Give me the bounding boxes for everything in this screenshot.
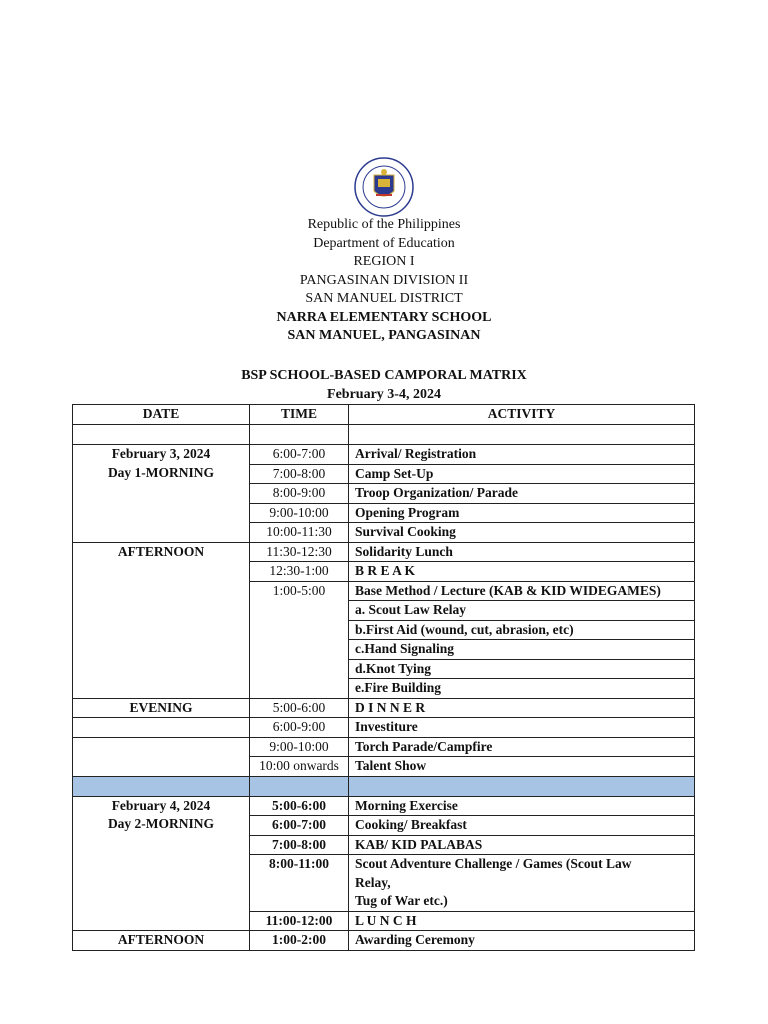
time-cell: 10:00-11:30 [250,523,349,543]
time-cell: 11:00-12:00 [250,911,349,931]
table-row [73,542,695,562]
time-cell: 12:30-1:00 [250,562,349,582]
table-row [73,718,695,738]
time-cell: 1:00-2:00 [250,931,349,951]
time-cell: 8:00-11:00 [250,855,349,912]
activity-cell: Opening Program [349,503,695,523]
activity-cell: Arrival/ Registration [349,445,695,465]
header-school: NARRA ELEMENTARY SCHOOL [276,309,492,325]
header-location: SAN MANUEL, PANGASINAN [287,328,481,343]
blank-row [73,425,695,445]
day1-afternoon-label: AFTERNOON [73,542,250,698]
activity-cell: Talent Show [349,757,695,777]
activity-cell: B R E A K [349,562,695,582]
activity-cell: b.First Aid (wound, cut, abrasion, etc) [349,620,695,640]
matrix-dates: February 3-4, 2024 [327,386,441,402]
time-cell: 7:00-8:00 [250,464,349,484]
activity-line: Relay, [355,874,391,890]
activity-line: Scout Adventure Challenge / Games (Scout Law [355,856,632,871]
col-header-activity: ACTIVITY [349,405,695,425]
table-row [73,796,695,816]
activity-cell: Survival Cooking [349,523,695,543]
activity-cell: Morning Exercise [349,796,695,816]
matrix-title: BSP SCHOOL-BASED CAMPORAL MATRIX [241,368,527,383]
time-cell: 10:00 onwards [250,757,349,777]
activity-cell: d.Knot Tying [349,659,695,679]
header-region: REGION I [353,254,415,269]
day2-date-cell [73,796,250,931]
day-separator-row [73,776,695,796]
activity-cell: Base Method / Lecture (KAB & KID WIDEGAMES) [349,581,695,601]
matrix-titles [0,367,768,404]
time-cell: 7:00-8:00 [250,835,349,855]
activity-cell [349,855,695,912]
time-cell: 6:00-9:00 [250,718,349,738]
activity-cell: Camp Set-Up [349,464,695,484]
activity-cell: L U N C H [349,911,695,931]
day1-evening-label: EVENING [73,698,250,718]
activity-cell: Investiture [349,718,695,738]
time-cell: 1:00-5:00 [250,581,349,698]
document-header [0,216,768,346]
day2-afternoon-label: AFTERNOON [73,931,250,951]
day2-date: February 4, 2024 [111,797,211,813]
time-cell: 6:00-7:00 [250,445,349,465]
activity-line: Tug of War etc.) [355,893,448,908]
table-row [73,445,695,465]
time-cell: 9:00-10:00 [250,503,349,523]
header-district: SAN MANUEL DISTRICT [305,291,463,306]
deped-seal-logo [354,157,414,217]
activity-cell: Cooking/ Breakfast [349,816,695,836]
time-cell: 6:00-7:00 [250,816,349,836]
day1-date-cell [73,445,250,543]
activity-cell: c.Hand Signaling [349,640,695,660]
day1-date: February 3, 2024 [111,446,211,461]
time-cell: 5:00-6:00 [250,698,349,718]
activity-cell: e.Fire Building [349,679,695,699]
col-header-date: DATE [73,405,250,425]
time-cell: 9:00-10:00 [250,737,349,757]
time-cell: 11:30-12:30 [250,542,349,562]
activity-cell: Solidarity Lunch [349,542,695,562]
activity-cell: D I N N E R [349,698,695,718]
camporal-matrix-table [72,404,695,951]
table-row [73,931,695,951]
activity-cell: Torch Parade/Campfire [349,737,695,757]
table-header-row [73,405,695,425]
col-header-time: TIME [250,405,349,425]
activity-cell: Troop Organization/ Parade [349,484,695,504]
day1-label: Day 1-MORNING [107,464,215,480]
time-cell: 8:00-9:00 [250,484,349,504]
activity-cell: KAB/ KID PALABAS [349,835,695,855]
table-row [73,698,695,718]
header-republic: Republic of the Philippines [307,217,461,232]
header-division: PANGASINAN DIVISION II [299,272,469,288]
time-cell: 5:00-6:00 [250,796,349,816]
day2-label: Day 2-MORNING [107,816,215,831]
activity-cell: Awarding Ceremony [349,931,695,951]
table-row [73,737,695,757]
activity-cell: a. Scout Law Relay [349,601,695,621]
header-department: Department of Education [313,235,455,251]
